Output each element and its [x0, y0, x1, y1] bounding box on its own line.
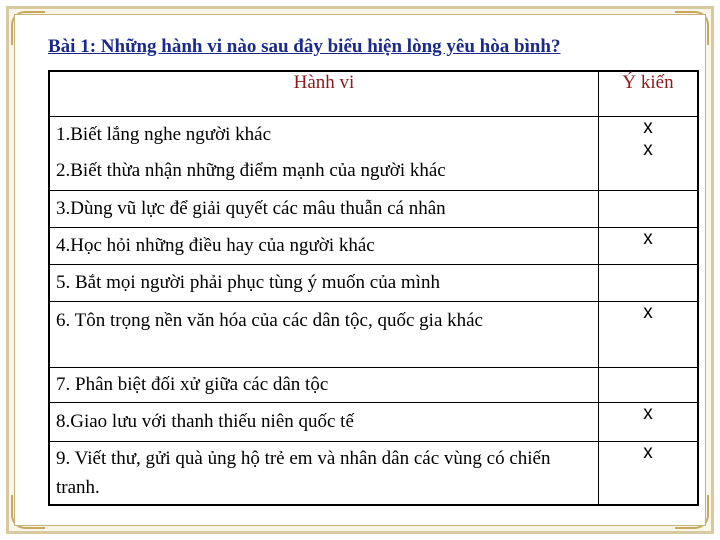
- header-opinion: Ý kiến: [599, 71, 699, 117]
- table-row: [49, 368, 698, 403]
- behavior-cell: [49, 302, 599, 368]
- table-row: [49, 265, 698, 302]
- opinion-cell: [599, 302, 699, 368]
- table-header-row: [49, 71, 698, 117]
- opinion-cell: [599, 117, 699, 191]
- behavior-cell: [49, 265, 599, 302]
- behavior-item: 9. Viết thư, gửi quà ủng hộ trẻ em và nhân dân các vùng có chiến tranh.: [56, 448, 551, 498]
- opinion-mark: x: [643, 139, 653, 160]
- header-behavior: Hành vi: [49, 71, 599, 117]
- behavior-cell-group: [49, 117, 599, 191]
- table-row: [49, 403, 698, 442]
- opinion-mark: x: [643, 228, 653, 249]
- opinion-cell: [599, 265, 699, 302]
- opinion-mark: x: [643, 302, 653, 323]
- behavior-item: 2.Biết thừa nhận những điểm mạnh của người khác: [56, 160, 446, 181]
- behavior-cell: [49, 442, 599, 506]
- behavior-item: 5. Bắt mọi người phải phục tùng ý muốn của mình: [56, 272, 440, 293]
- behavior-cell: [49, 368, 599, 403]
- table-row: [49, 302, 698, 368]
- opinion-cell: [599, 191, 699, 228]
- behavior-cell: [49, 403, 599, 442]
- behavior-cell: [49, 228, 599, 265]
- exercise-title: Bài 1: Những hành vi nào sau đây biểu hiện lòng yêu hòa bình?: [48, 36, 561, 57]
- table-row: [49, 117, 698, 191]
- opinion-cell: [599, 228, 699, 265]
- opinion-mark: x: [643, 442, 653, 463]
- behavior-item: 7. Phân biệt đối xử giữa các dân tộc: [56, 374, 329, 395]
- opinion-cell: [599, 442, 699, 506]
- behavior-item: 1.Biết lắng nghe người khác: [56, 124, 272, 145]
- opinion-mark: x: [643, 403, 653, 424]
- behavior-item: 4.Học hỏi những điều hay của người khác: [56, 235, 375, 256]
- table-row: [49, 442, 698, 506]
- behavior-item: 3.Dùng vũ lực để giải quyết các mâu thuẫn cá nhân: [56, 198, 446, 219]
- opinion-cell: [599, 403, 699, 442]
- opinion-cell: [599, 368, 699, 403]
- behavior-cell: [49, 191, 599, 228]
- behavior-opinion-table: [48, 70, 699, 506]
- table-row: [49, 228, 698, 265]
- behavior-item: 6. Tôn trọng nền văn hóa của các dân tộc, quốc gia khác: [56, 310, 483, 331]
- behavior-item: 8.Giao lưu với thanh thiếu niên quốc tế: [56, 411, 354, 432]
- opinion-mark: x: [643, 117, 653, 138]
- table-row: [49, 191, 698, 228]
